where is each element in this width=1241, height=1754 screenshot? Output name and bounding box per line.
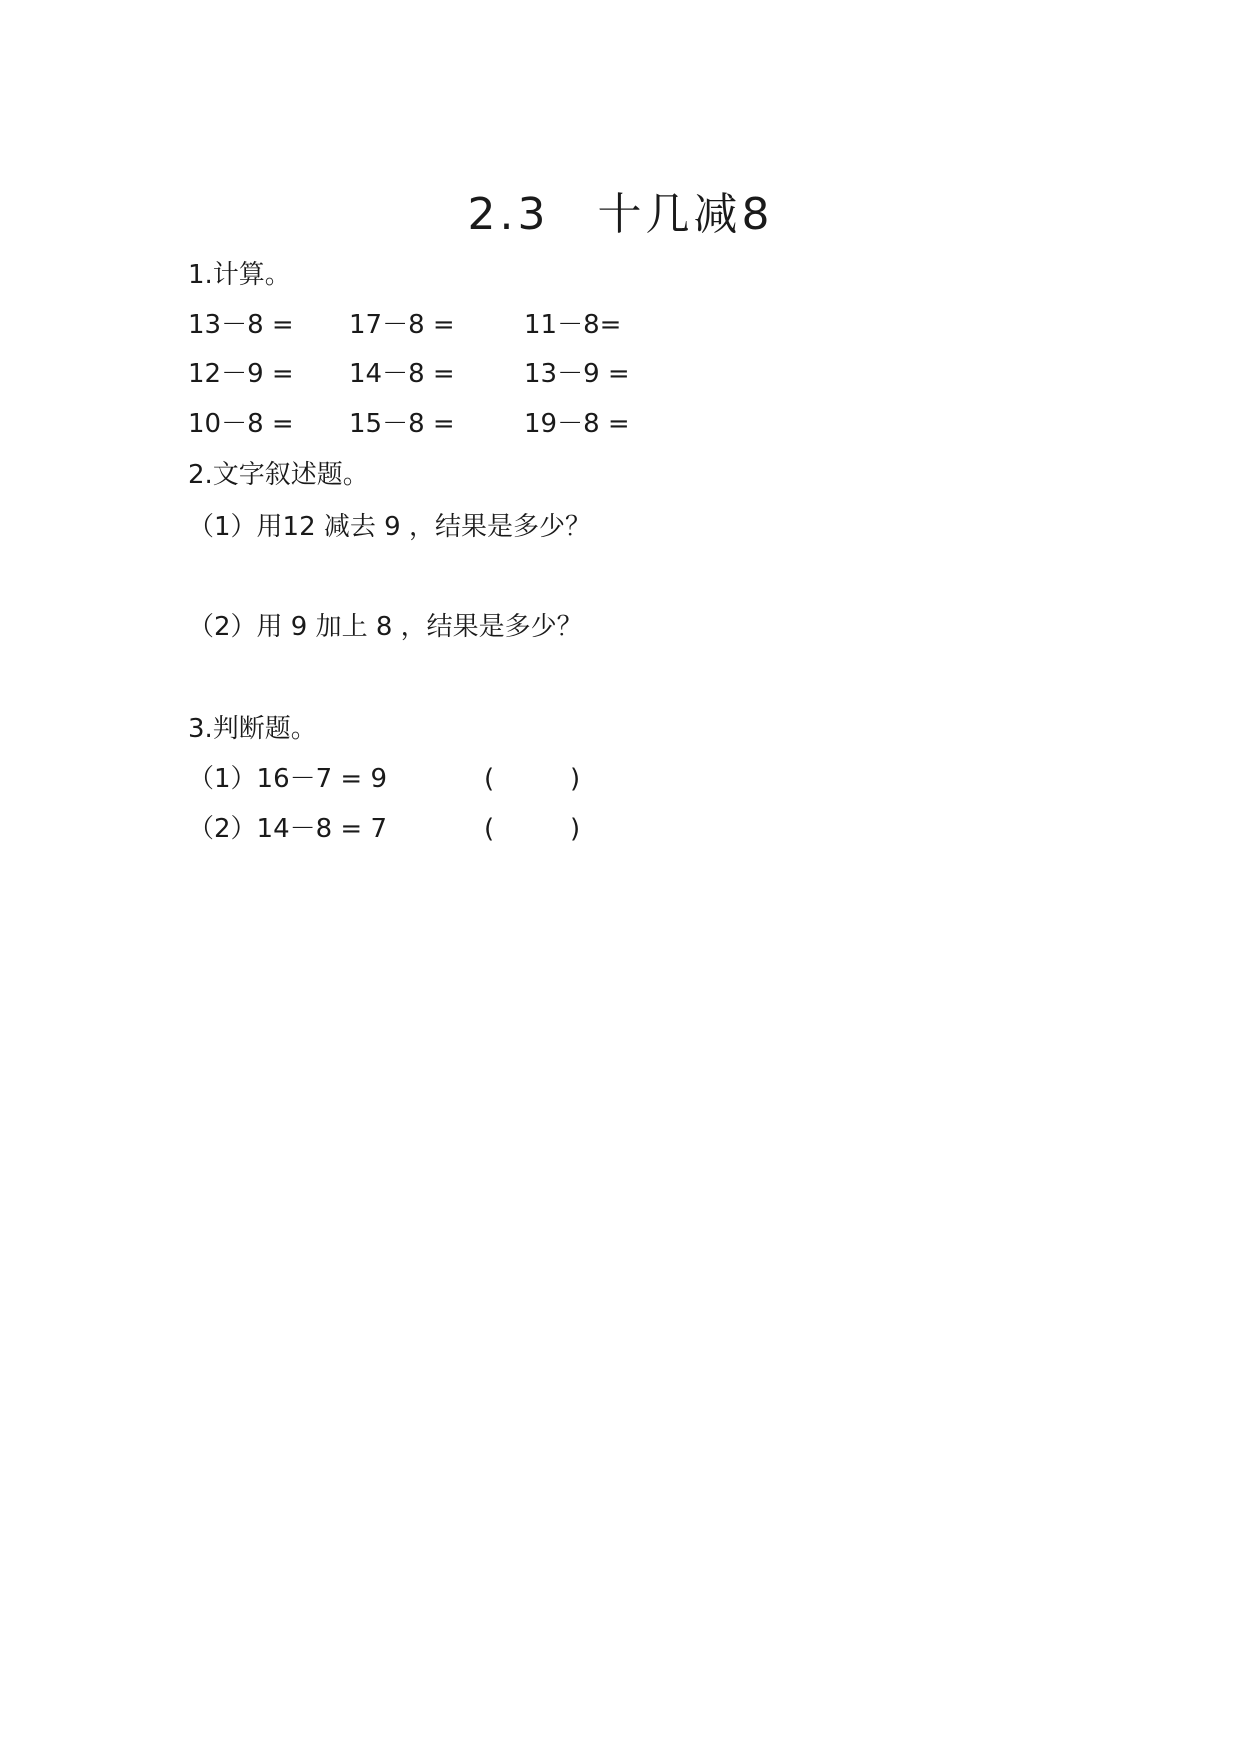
calc-problem: 17－8 = — [349, 310, 455, 340]
answer-paren-close: ) — [570, 814, 581, 844]
calc-problem: 12－9 = — [188, 359, 294, 389]
calc-problem: 11－8= — [524, 310, 622, 340]
answer-paren-open: ( — [484, 814, 495, 844]
word-problem: （2）用 9 加上 8 ，结果是多少？ — [188, 612, 583, 642]
answer-paren-open: ( — [484, 764, 495, 794]
page-title: 2.3 十几减8 — [467, 189, 774, 240]
calc-problem: 15－8 = — [349, 409, 455, 439]
judgment-statement: （1）16－7 = 9 — [188, 764, 388, 794]
section-1-heading: 1.计算。 — [188, 260, 291, 290]
calc-problem: 19－8 = — [524, 409, 630, 439]
calc-problem: 13－8 = — [188, 310, 294, 340]
section-2-heading: 2.文字叙述题。 — [188, 460, 369, 490]
calc-problem: 13－9 = — [524, 359, 630, 389]
answer-paren-close: ) — [570, 764, 581, 794]
judgment-statement: （2）14－8 = 7 — [188, 814, 388, 844]
word-problem: （1）用12 减去 9 ，结果是多少？ — [188, 512, 591, 542]
calc-problem: 10－8 = — [188, 409, 294, 439]
calc-problem: 14－8 = — [349, 359, 455, 389]
section-3-heading: 3.判断题。 — [188, 714, 317, 744]
